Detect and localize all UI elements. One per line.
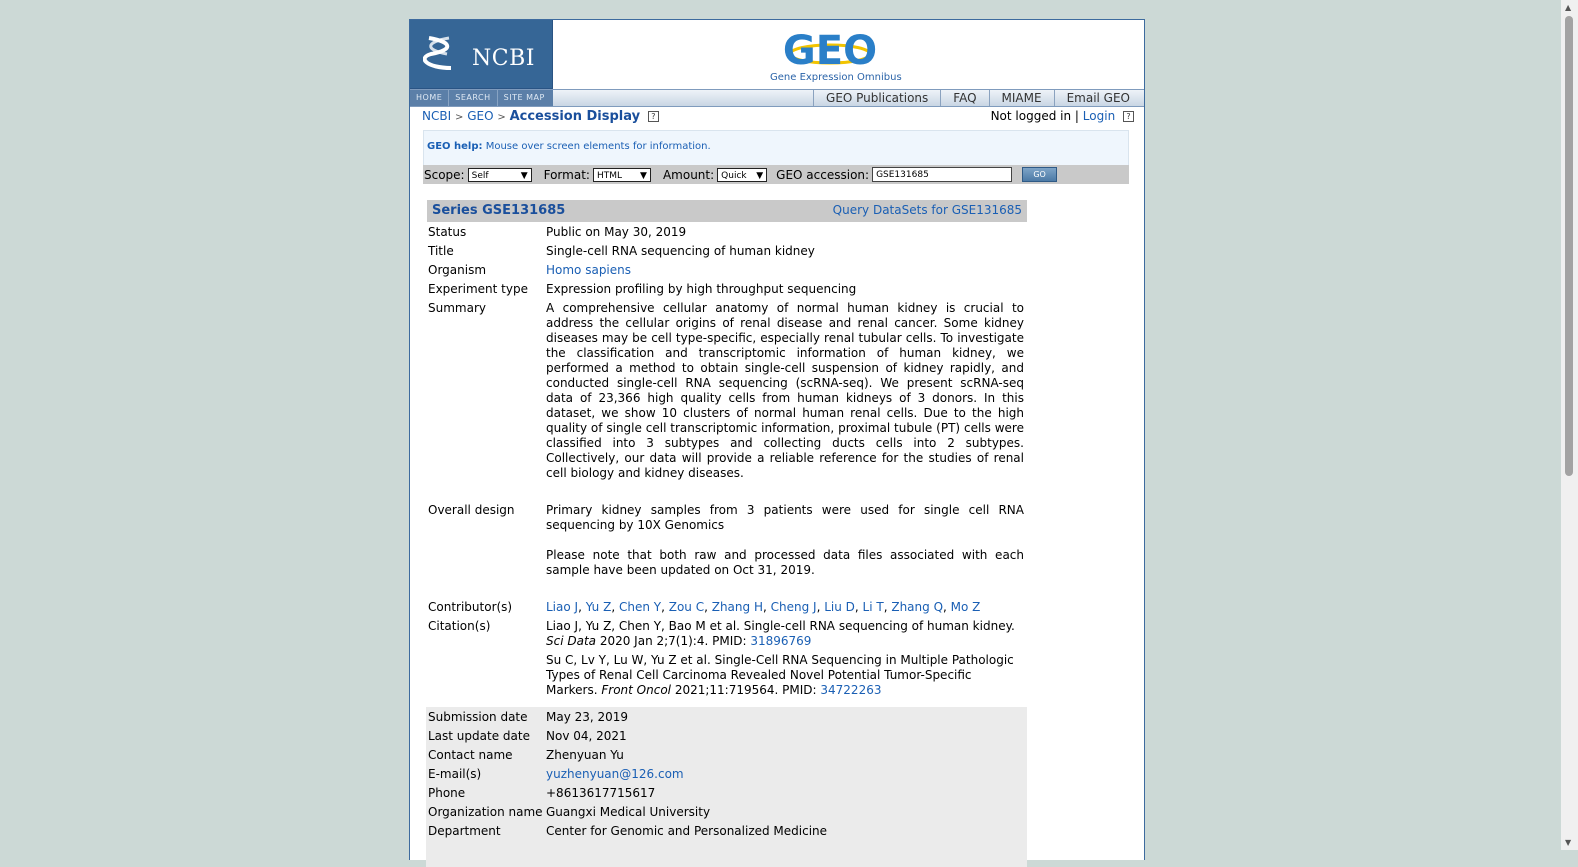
ncbi-logo[interactable]	[410, 20, 553, 89]
field-label: Status	[428, 225, 467, 239]
scroll-thumb[interactable]	[1565, 16, 1573, 476]
breadcrumb-separator: >	[497, 112, 506, 123]
nav-search[interactable]: SEARCH	[449, 90, 497, 106]
contributors-list: Liao J, Yu Z, Chen Y, Zou C, Zhang H, Cheng J, Liu D, Li T, Zhang Q, Mo Z	[546, 600, 981, 614]
submission-date: May 23, 2019	[546, 710, 629, 724]
help-bar	[423, 130, 1129, 166]
chevron-down-icon: ▼	[520, 170, 528, 181]
design-text-1: Primary kidney samples from 3 patients were used for single cell RNA sequencing by 10X Genomics	[546, 503, 1024, 532]
citation-2	[546, 653, 1024, 698]
amount-select[interactable]	[717, 168, 767, 182]
chevron-down-icon: ▼	[756, 170, 764, 181]
geo-logo-graphic	[780, 26, 880, 72]
nav-home[interactable]: HOME	[410, 90, 449, 106]
field-label: Submission date	[428, 710, 528, 724]
title-value: Single-cell RNA sequencing of human kidney	[546, 244, 815, 258]
nav-miame[interactable]: MIAME	[989, 90, 1054, 106]
summary-text: A comprehensive cellular anatomy of normal human kidney is crucial to address the cellular origins of renal disease and renal cancer. Some kidney diseases may be cell type-specific, especially renal tubular cells. To investigate the classification and transcriptomic information of human kidney, we performed a method to obtain single-cell suspension of kidney rapidly, and conducted single-cell RNA sequencing (scRNA-seq). We present scRNA-seq data of 23,366 high quality cells from human kidneys of 3 donors. In this dataset, we show 10 clusters of normal human renal cells. Due to the high quality of single cell transcriptomic information, proximal tubule (PT) cells were classified into 3 subtypes and collecting ducts cells into 2 subtypes. Collectively, our data will provide a reliable reference for the studies of renal cell biology and kidney diseases.	[546, 301, 1024, 480]
help-label: GEO help:	[427, 141, 483, 152]
email-link[interactable]: yuzhenyuan@126.com	[546, 767, 684, 781]
nav-faq[interactable]: FAQ	[940, 90, 988, 106]
ncbi-logo-text: NCBI	[472, 46, 535, 71]
citation-1	[546, 619, 1024, 649]
status-value: Public on May 30, 2019	[546, 225, 687, 239]
pmid-link[interactable]: 31896769	[750, 634, 812, 648]
scope-value: Self	[471, 170, 489, 181]
contributor-link[interactable]: Zou C	[668, 600, 705, 614]
ncbi-helix-icon	[423, 34, 457, 72]
citation-journal: Front Oncol	[601, 683, 672, 697]
format-value: HTML	[596, 170, 622, 181]
field-label: E-mail(s)	[428, 767, 482, 781]
design-text-2: Please note that both raw and processed data files associated with each sample have been updated on Oct 31, 2019.	[546, 548, 1024, 577]
citation-detail: 2020 Jan 2;7(1):4. PMID:	[596, 634, 751, 648]
breadcrumb-geo[interactable]: GEO	[467, 109, 494, 123]
nav-email-geo[interactable]: Email GEO	[1054, 90, 1142, 106]
login-separator: |	[1074, 109, 1079, 123]
series-title: Series GSE131685	[432, 203, 566, 218]
contributor-link[interactable]: Yu Z	[585, 600, 612, 614]
field-label: Overall design	[428, 503, 515, 517]
contributor-link[interactable]: Li T	[862, 600, 884, 614]
nav-site-map[interactable]: SITE MAP	[503, 93, 545, 102]
geo-logo[interactable]	[770, 26, 902, 86]
amount-value: Quick	[721, 170, 747, 181]
citation-detail: 2021;11:719564. PMID:	[671, 683, 821, 697]
query-bar	[423, 165, 1129, 184]
breadcrumb-ncbi[interactable]: NCBI	[422, 109, 452, 123]
ncbi-nav	[410, 90, 553, 106]
format-label: Format:	[543, 167, 590, 182]
field-label: Last update date	[428, 729, 530, 743]
scroll-down-icon[interactable]: ▼	[1565, 838, 1572, 847]
field-label: Experiment type	[428, 282, 528, 296]
citation-text: Su C, Lv Y, Lu W, Yu Z et al. Single-Cell RNA Sequencing in Multiple Pathologic Types of Renal Cell Carcinoma Revealed Novel Potential Tumor-Specific Markers.	[546, 653, 1014, 697]
help-text: Mouse over screen elements for information.	[485, 141, 711, 152]
field-label: Organization name	[428, 805, 543, 819]
contributor-link[interactable]: Liu D	[824, 600, 855, 614]
geo-subtitle: Gene Expression Omnibus	[770, 72, 902, 83]
citation-text: Liao J, Yu Z, Chen Y, Bao M et al. Single-cell RNA sequencing of human kidney.	[546, 619, 1015, 633]
scroll-up-icon[interactable]: ▲	[1565, 3, 1572, 12]
go-button[interactable]: GO	[1022, 167, 1057, 182]
series-header	[427, 200, 1027, 222]
breadcrumb-separator: >	[454, 112, 464, 123]
accession-label: GEO accession:	[776, 167, 870, 182]
nav-bar	[410, 89, 1144, 107]
amount-label: Amount:	[662, 167, 715, 182]
citation-journal: Sci Data	[546, 634, 597, 648]
login-status: Not logged in	[990, 109, 1072, 123]
scope-select[interactable]	[468, 168, 532, 182]
pmid-link[interactable]: 34722263	[820, 683, 882, 697]
help-icon[interactable]: ?	[1123, 111, 1134, 122]
query-datasets-link[interactable]: Query DataSets for GSE131685	[832, 203, 1022, 217]
field-label: Department	[428, 824, 501, 838]
breadcrumb	[422, 109, 659, 124]
chevron-down-icon: ▼	[640, 170, 647, 181]
contributor-link[interactable]: Chen Y	[618, 600, 662, 614]
field-label: Citation(s)	[428, 619, 491, 633]
contributor-link[interactable]: Zhang H	[711, 600, 763, 614]
nav-geo-publications[interactable]: GEO Publications	[813, 90, 940, 106]
login-link[interactable]: Login	[1082, 109, 1116, 123]
department-value: Center for Genomic and Personalized Medicine	[546, 824, 828, 838]
contributor-link[interactable]: Mo Z	[950, 600, 981, 614]
experiment-type-value: Expression profiling by high throughput sequencing	[546, 282, 857, 296]
organism-link[interactable]: Homo sapiens	[546, 263, 632, 277]
field-label: Contributor(s)	[428, 600, 513, 614]
geo-nav	[813, 90, 1142, 106]
svg-text:GEO: GEO	[782, 28, 878, 72]
login-area	[991, 109, 1134, 123]
field-label: Title	[428, 244, 454, 258]
field-label: Phone	[428, 786, 466, 800]
phone-value: +8613617715617	[546, 786, 656, 800]
field-label: Organism	[428, 263, 487, 277]
contributor-link[interactable]: Zhang Q	[891, 600, 944, 614]
accession-input[interactable]: GSE131685	[872, 167, 1012, 182]
organization-value: Guangxi Medical University	[546, 805, 711, 819]
format-select[interactable]	[593, 168, 651, 182]
contributor-link[interactable]: Cheng J	[770, 600, 817, 614]
field-label: Contact name	[428, 748, 513, 762]
field-label: Summary	[428, 301, 486, 315]
contributor-link[interactable]: Liao J	[546, 600, 579, 614]
last-update-date: Nov 04, 2021	[546, 729, 627, 743]
scope-label: Scope:	[424, 167, 465, 182]
page-scrollbar[interactable]	[1561, 0, 1578, 850]
contact-name: Zhenyuan Yu	[546, 748, 624, 762]
help-icon[interactable]: ?	[648, 111, 659, 122]
breadcrumb-current: Accession Display	[509, 109, 641, 124]
page-container	[409, 19, 1145, 860]
